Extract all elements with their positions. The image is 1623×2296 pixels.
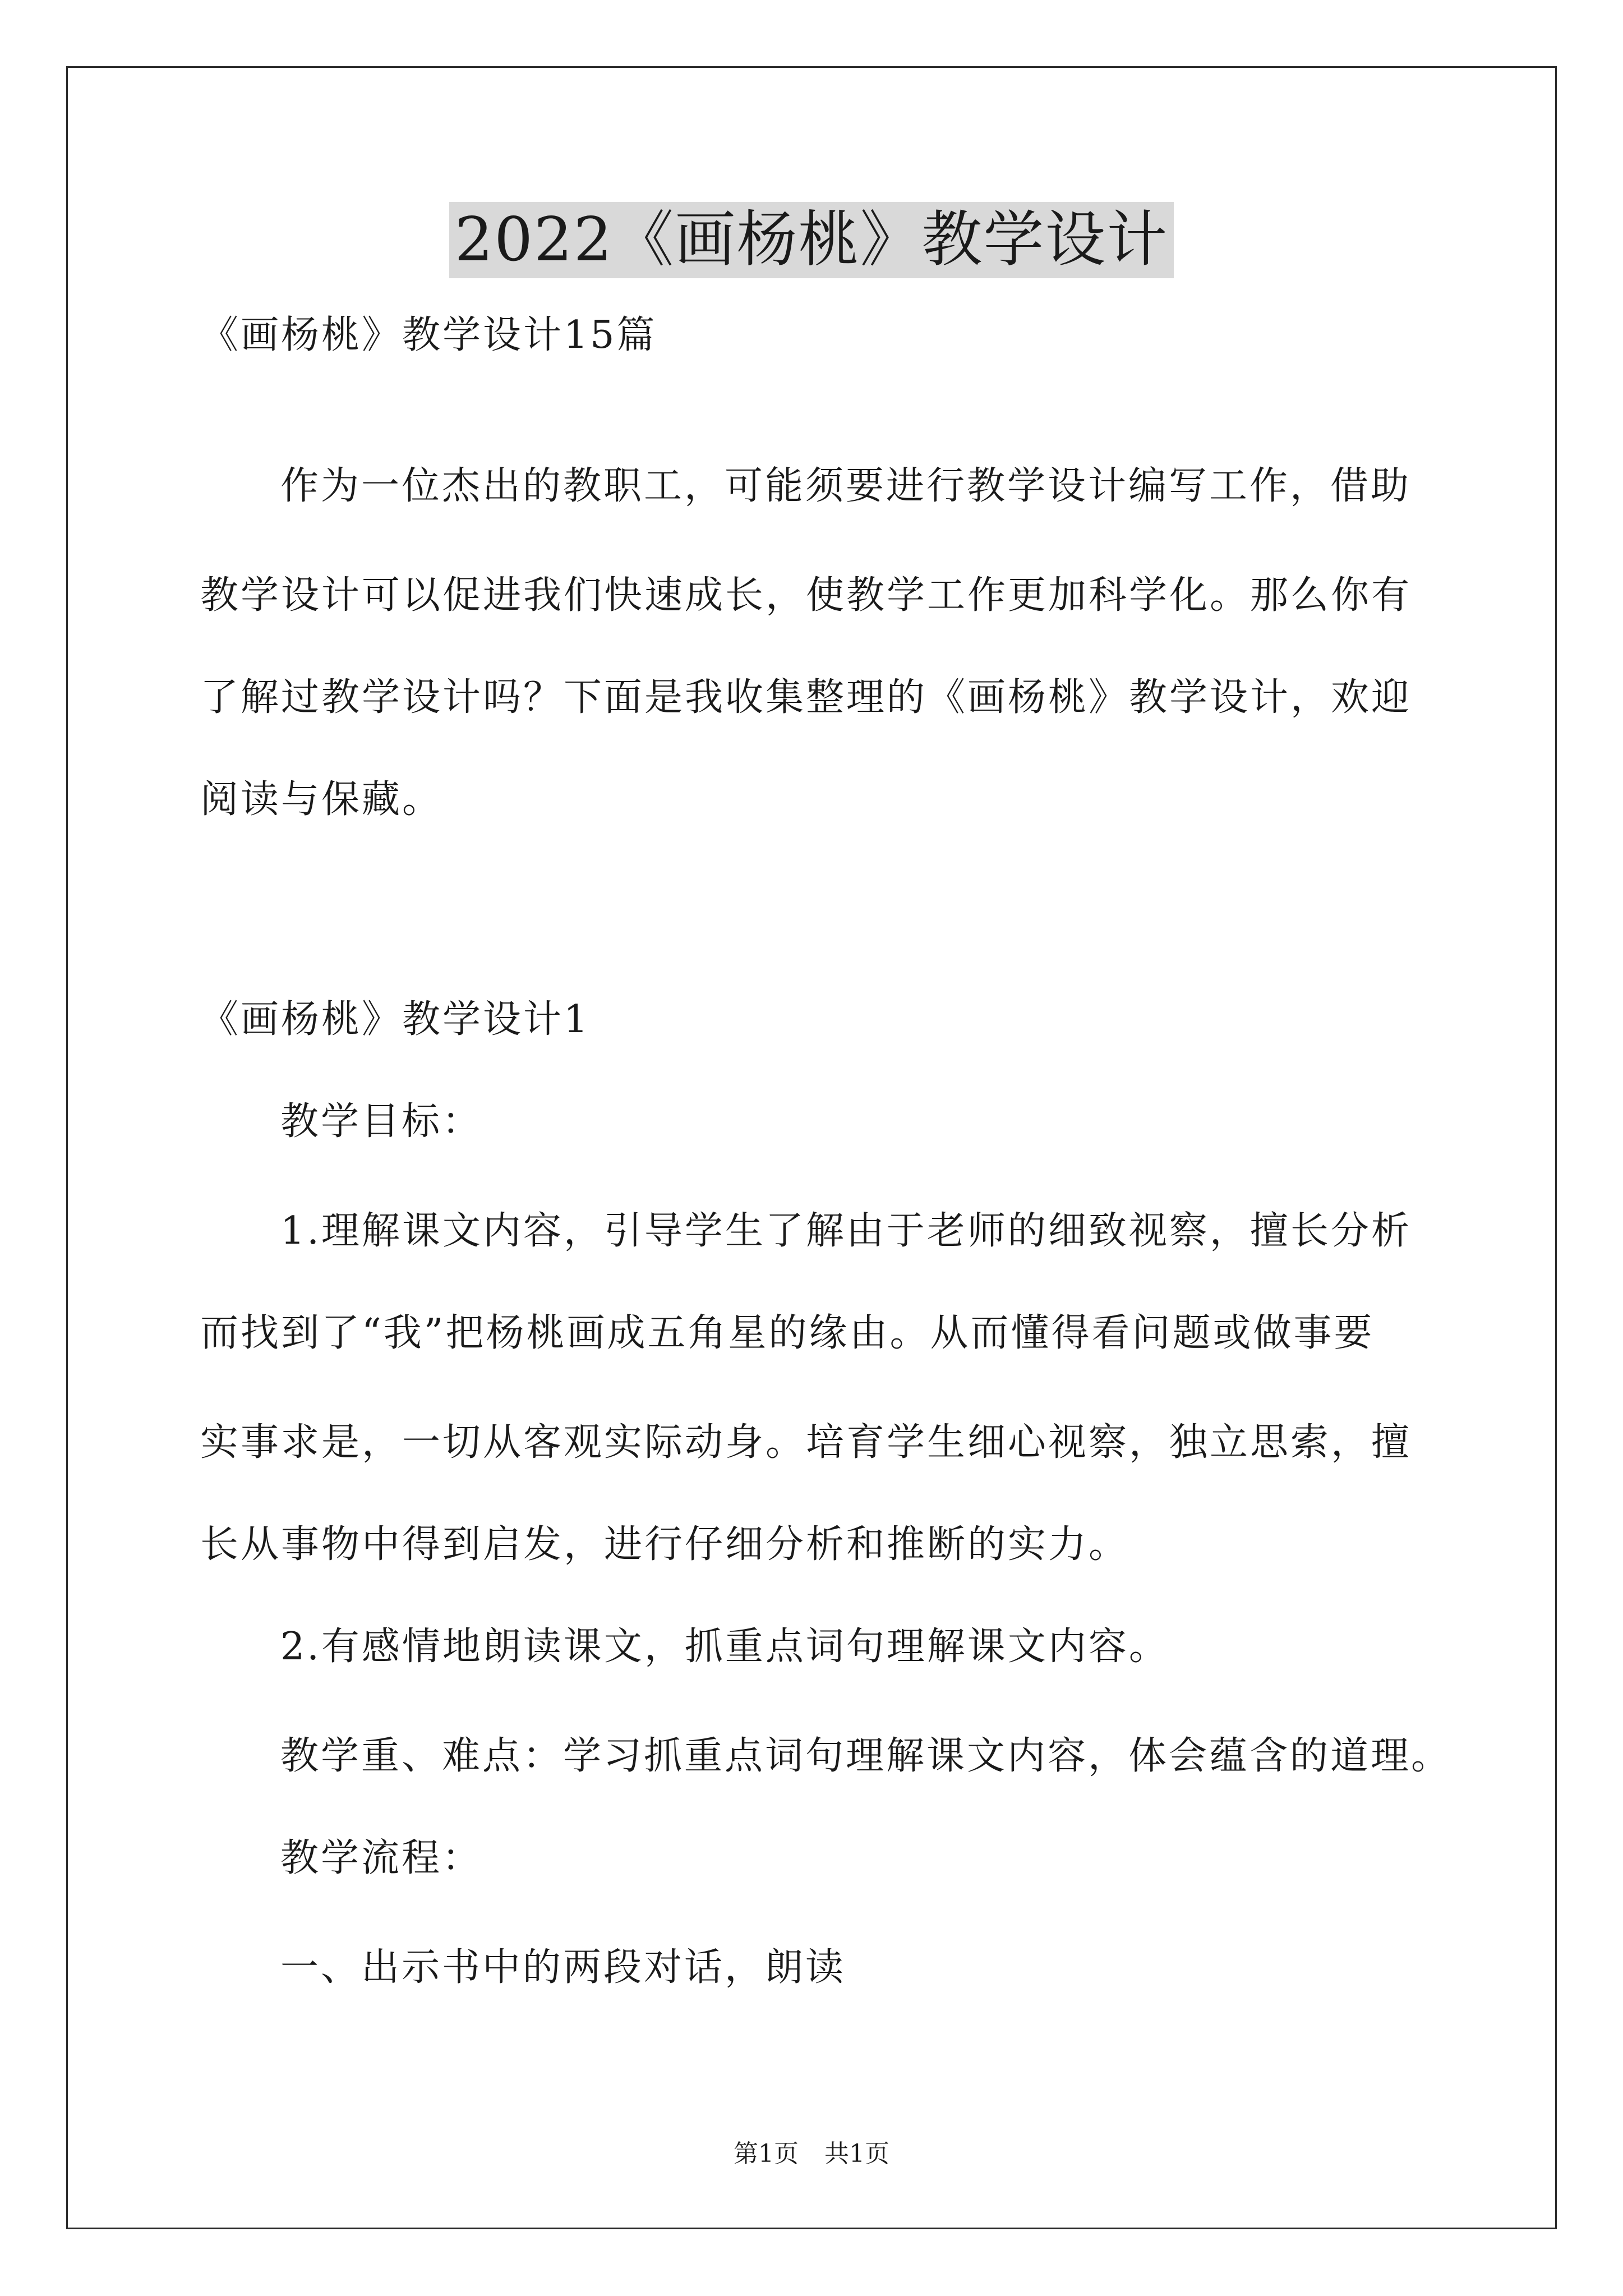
paragraph-line: 一、出示书中的两段对话，朗读 [280, 1945, 846, 1990]
paragraph-line: 阅读与保藏。 [200, 777, 443, 822]
paragraph-line: 教学设计可以促进我们快速成长，使教学工作更加科学化。那么你有 [200, 573, 1412, 618]
paragraph-line: 2.有感情地朗读课文，抓重点词句理解课文内容。 [280, 1625, 1169, 1669]
paragraph-line: 了解过教学设计吗？下面是我收集整理的《画杨桃》教学设计，欢迎 [200, 675, 1412, 720]
page-footer [0, 2138, 1623, 2170]
page-number-current: 第1页 [734, 2139, 799, 2168]
page-number-total: 共1页 [824, 2139, 889, 2168]
paragraph-line: 作为一位杰出的教职工，可能须要进行教学设计编写工作，借助 [280, 464, 1412, 508]
document-title: 2022《画杨桃》教学设计 [449, 202, 1174, 278]
paragraph-line: 长从事物中得到启发，进行仔细分析和推断的实力。 [200, 1522, 1129, 1567]
section-heading: 《画杨桃》教学设计1 [200, 997, 591, 1042]
page-border [66, 66, 1557, 2229]
subtitle-line: 《画杨桃》教学设计15篇 [200, 313, 657, 357]
title-container [0, 202, 1623, 278]
paragraph-line: 教学重、难点：学习抓重点词句理解课文内容，体会蕴含的道理。 [280, 1734, 1452, 1778]
paragraph-line: 而找到了“我”把杨桃画成五角星的缘由。从而懂得看问题或做事要 [200, 1311, 1375, 1355]
paragraph-line: 教学目标： [280, 1099, 483, 1144]
paragraph-line: 教学流程： [280, 1836, 483, 1880]
paragraph-line: 实事求是，一切从客观实际动身。培育学生细心视察，独立思索，擅 [200, 1420, 1412, 1465]
paragraph-line: 1.理解课文内容，引导学生了解由于老师的细致视察，擅长分析 [280, 1209, 1412, 1253]
